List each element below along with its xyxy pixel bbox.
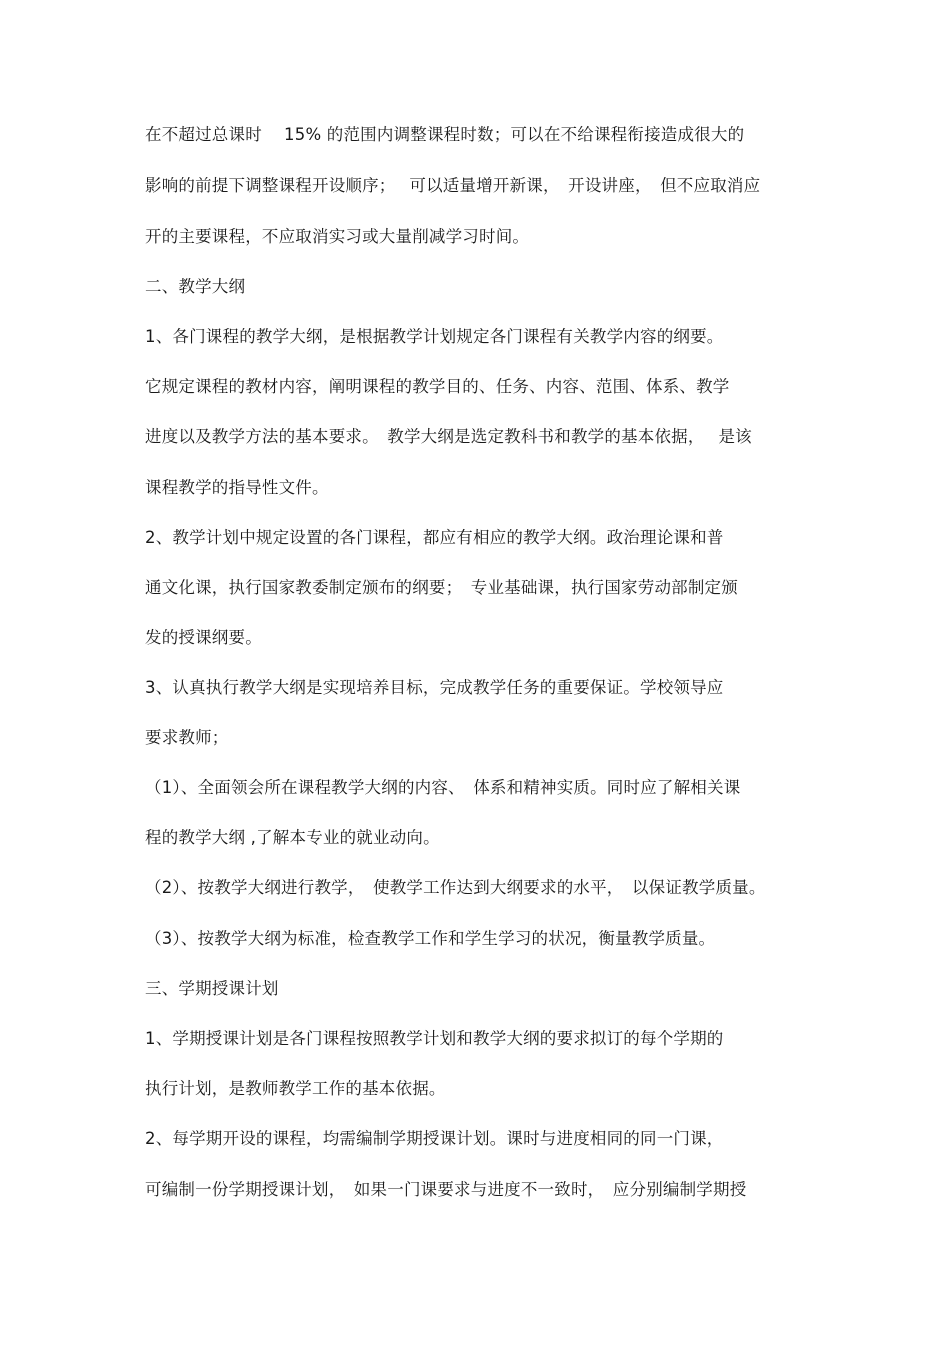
- section-heading: 三、学期授课计划: [145, 979, 279, 998]
- text-line: 执行计划，是教师教学工作的基本依据。: [145, 1079, 446, 1098]
- text-line: 2、每学期开设的课程，均需编制学期授课计划。课时与进度相同的同一门课，: [145, 1129, 724, 1148]
- text-line: 进度以及教学方法的基本要求。 教学大纲是选定教科书和教学的基本依据， 是该: [145, 427, 752, 446]
- text-line: 可编制一份学期授课计划， 如果一门课要求与进度不一致时， 应分别编制学期授: [145, 1180, 747, 1199]
- text-line: 课程教学的指导性文件。: [145, 478, 329, 497]
- text-line: （2）、按教学大纲进行教学， 使教学工作达到大纲要求的水平， 以保证教学质量。: [145, 878, 766, 897]
- text-line: 发的授课纲要。: [145, 628, 262, 647]
- text-line: （1）、全面领会所在课程教学大纲的内容、 体系和精神实质。同时应了解相关课: [145, 778, 741, 797]
- text-line: 要求教师；: [145, 728, 229, 747]
- text-line: 1、各门课程的教学大纲，是根据教学计划规定各门课程有关教学内容的纲要。: [145, 327, 724, 346]
- text-line: 2、教学计划中规定设置的各门课程，都应有相应的教学大纲。政治理论课和普: [145, 528, 724, 547]
- text-line: （3）、按教学大纲为标准，检查教学工作和学生学习的状况，衡量教学质量。: [145, 929, 716, 948]
- text-line: 影响的前提下调整课程开设顺序； 可以适量增开新课， 开设讲座， 但不应取消应: [145, 176, 761, 195]
- section-heading: 二、教学大纲: [145, 277, 246, 296]
- text-line: 通文化课，执行国家教委制定颁布的纲要； 专业基础课，执行国家劳动部制定颁: [145, 578, 738, 597]
- text-line: 3、认真执行教学大纲是实现培养目标，完成教学任务的重要保证。学校领导应: [145, 678, 724, 697]
- text-line: 程的教学大纲 ,了解本专业的就业动向。: [145, 828, 440, 847]
- text-line: 开的主要课程，不应取消实习或大量削减学习时间。: [145, 227, 530, 246]
- text-line: 在不超过总课时 15% 的范围内调整课程时数；可以在不给课程衔接造成很大的: [145, 125, 745, 144]
- text-line: 1、学期授课计划是各门课程按照教学计划和教学大纲的要求拟订的每个学期的: [145, 1029, 724, 1048]
- text-line: 它规定课程的教材内容，阐明课程的教学目的、任务、内容、范围、体系、教学: [145, 377, 730, 396]
